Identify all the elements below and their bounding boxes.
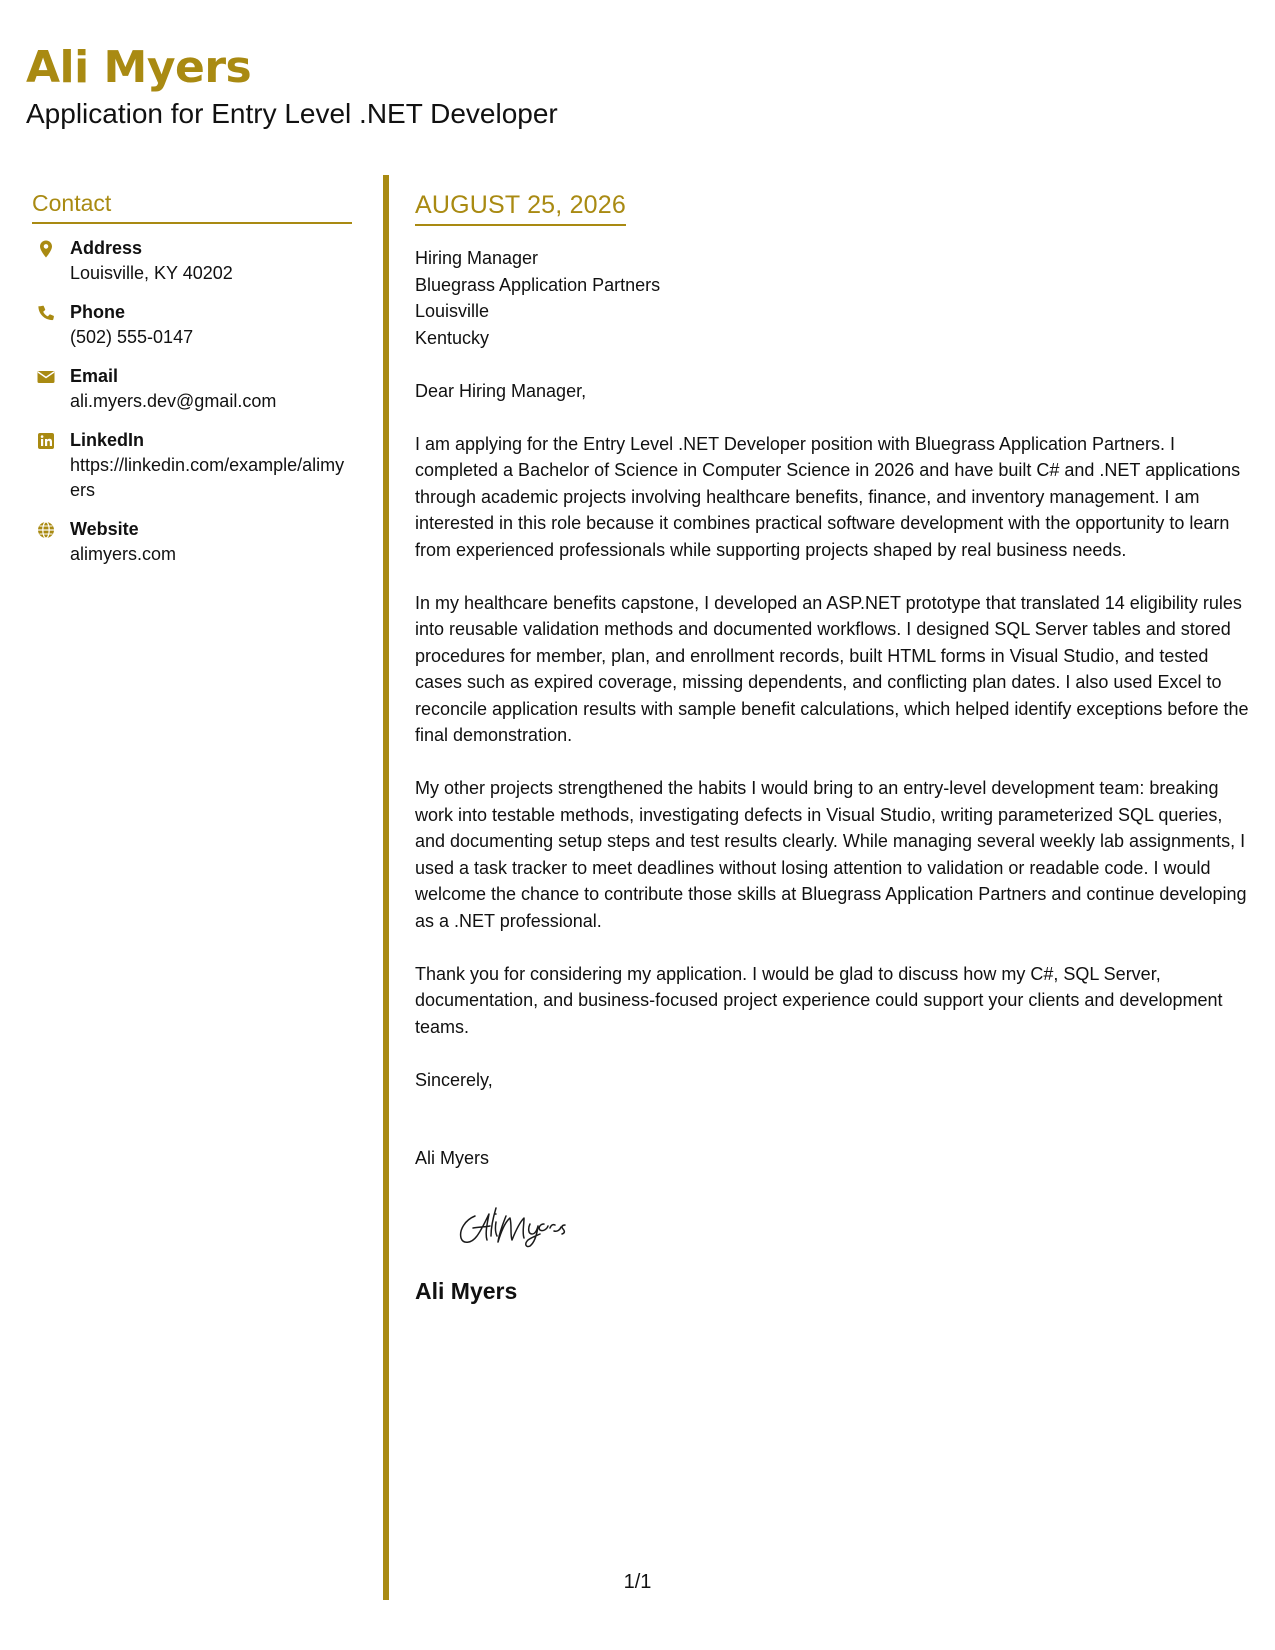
- map-pin-icon: [36, 239, 56, 259]
- application-title: Application for Entry Level .NET Developer: [26, 98, 558, 129]
- email-value: ali.myers.dev@gmail.com: [70, 390, 277, 411]
- recipient-title: Hiring Manager: [415, 248, 539, 268]
- phone-label: Phone: [70, 301, 126, 322]
- address-label: Address: [70, 237, 143, 258]
- recipient-block: [415, 245, 1250, 351]
- website-label: Website: [70, 518, 139, 539]
- contact-item-website: [32, 517, 352, 567]
- contact-sidebar: [32, 190, 352, 581]
- address-value: Louisville, KY 40202: [70, 262, 233, 283]
- website-link[interactable]: alimyers.com: [70, 543, 177, 564]
- paragraph-intro: I am applying for the Entry Level .NET Developer position with Bluegrass Application Partners. I completed a Bachelor of Science in Computer Science in 2026 and have built C# and .NET applications through academic projects involving healthcare benefits, finance, and inventory management. I am interested in this role because it combines practical software development with the opportunity to learn from experienced professionals while supporting projects shaped by real business needs.: [415, 433, 1241, 560]
- phone-value: (502) 555-0147: [70, 326, 194, 347]
- salutation: Dear Hiring Manager,: [415, 381, 587, 401]
- contact-item-address: [32, 236, 352, 286]
- envelope-icon: [36, 367, 56, 387]
- letter-body: [415, 190, 1250, 1305]
- contact-item-email: [32, 364, 352, 414]
- recipient-company: Bluegrass Application Partners: [415, 274, 661, 295]
- linkedin-icon: [36, 431, 56, 451]
- page-number: 1/1: [623, 1571, 652, 1593]
- handwritten-signature: [453, 1196, 653, 1256]
- signer-name: Ali Myers: [415, 1277, 518, 1304]
- paragraph-capstone: In my healthcare benefits capstone, I developed an ASP.NET prototype that translated 14 eligibility rules into reusable validation methods and documented workflows. I designed SQL Server tables and stored procedures for member, plan, and enrollment records, built HTML forms in Visual Studio, and tested cases such as expired coverage, missing dependents, and conflicting plan dates. I also used Excel to reconcile application results with sample benefit calculations, which helped identify exceptions before the final demonstration.: [415, 592, 1249, 745]
- globe-icon: [36, 520, 56, 540]
- letter-date: AUGUST 25, 2026: [415, 191, 626, 219]
- recipient-state: Kentucky: [415, 327, 490, 348]
- contact-heading: Contact: [32, 190, 352, 224]
- paragraph-projects: My other projects strengthened the habits I would bring to an entry-level development team: breaking work into testable methods, investigating defects in Visual Studio, writing parameterized SQL queries, and documenting setup steps and test results clearly. While managing several weekly lab assignments, I used a task tracker to meet deadlines without losing attention to validation or readable code. I would welcome the chance to contribute those skills at Bluegrass Application Partners and continue developing as a .NET professional.: [415, 778, 1247, 931]
- closing: Sincerely,: [415, 1069, 493, 1090]
- email-label: Email: [70, 365, 119, 386]
- vertical-divider: [383, 175, 389, 1600]
- date-container: [415, 190, 626, 226]
- paragraph-thanks: Thank you for considering my application. I would be glad to discuss how my C#, SQL Server, documentation, and business-focused project experience could support your clients and development teams.: [415, 963, 1223, 1037]
- phone-icon: [36, 303, 56, 323]
- recipient-city: Louisville: [415, 301, 490, 321]
- contact-item-linkedin: [32, 428, 352, 503]
- contact-item-phone: [32, 300, 352, 350]
- applicant-name: Ali Myers: [26, 42, 252, 93]
- typed-name: Ali Myers: [415, 1148, 490, 1168]
- linkedin-link[interactable]: https://linkedin.com/example/alimyers: [70, 454, 345, 500]
- linkedin-label: LinkedIn: [70, 429, 145, 450]
